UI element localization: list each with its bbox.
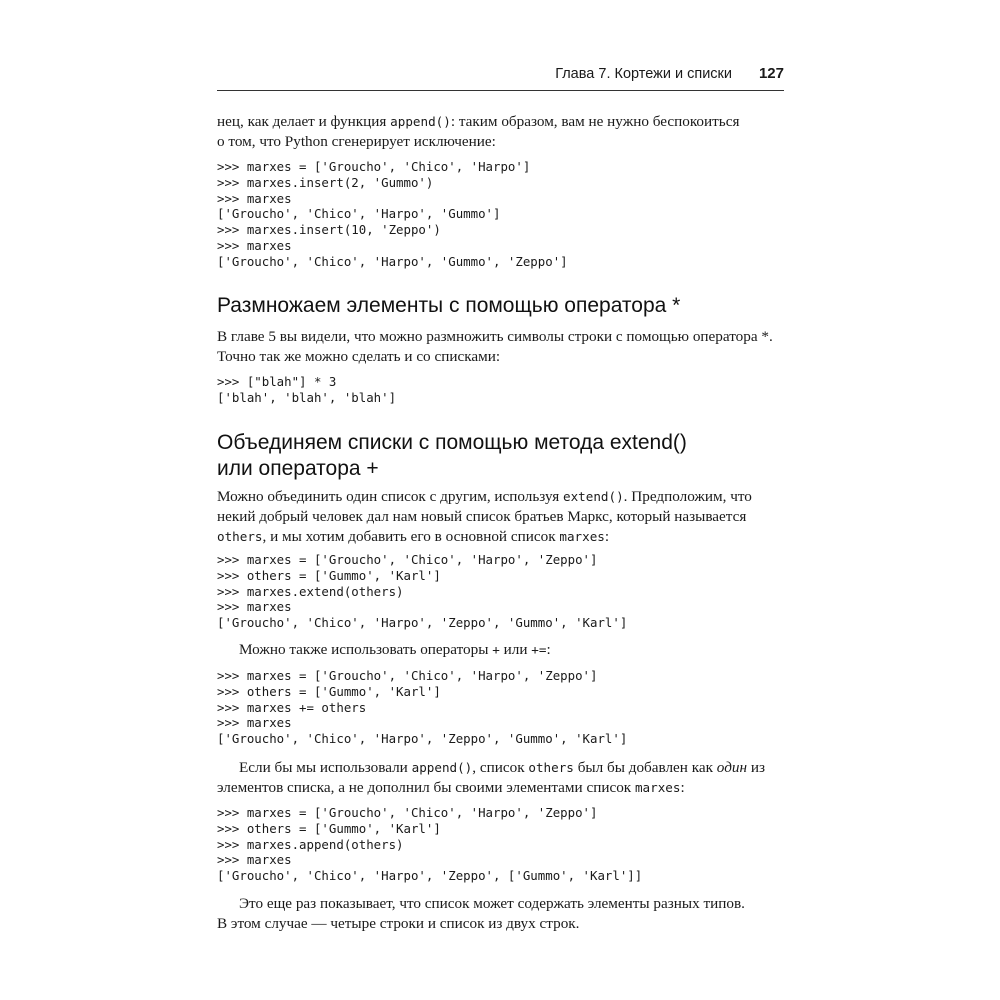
code-line: >>> marxes.extend(others) xyxy=(217,583,404,599)
paragraph-conclusion: Это еще раз показывает, что список может содержать элементы разных типов. В этом случае — четыре строки и список из двух строк. xyxy=(217,895,745,932)
page-number: 127 xyxy=(758,65,784,82)
code-block-append xyxy=(217,805,784,884)
code-line: ['Groucho', 'Chico', 'Harpo', 'Gummo', 'Zeppo'] xyxy=(217,253,568,269)
running-header xyxy=(217,64,784,88)
code-block-plus-equals xyxy=(217,668,784,747)
code-line: >>> marxes = ['Groucho', 'Chico', 'Harpo', 'Zeppo'] xyxy=(217,668,598,683)
paragraph-insert-continuation: нец, как делает и функция append(): таким образом, вам не нужно беспокоиться о том, что Python сгенерирует исключение: xyxy=(217,113,740,150)
code-line: >>> marxes.append(others) xyxy=(217,836,404,852)
code-line: ['Groucho', 'Chico', 'Harpo', 'Gummo'] xyxy=(217,206,501,222)
code-line: >>> marxes xyxy=(217,599,292,615)
code-line: >>> marxes xyxy=(217,715,292,731)
code-block-multiply xyxy=(217,374,784,406)
section-heading-multiply: Размножаем элементы с помощью оператора * xyxy=(217,294,681,317)
code-line: >>> marxes = ['Groucho', 'Chico', 'Harpo', 'Zeppo'] xyxy=(217,805,598,820)
code-line: ['Groucho', 'Chico', 'Harpo', 'Zeppo', ['Gummo', 'Karl']] xyxy=(217,868,643,884)
code-line: >>> ["blah"] * 3 xyxy=(217,374,337,389)
code-line: >>> marxes xyxy=(217,190,292,206)
section-heading-extend: Объединяем списки с помощью метода extend() или оператора + xyxy=(217,431,687,480)
code-block-insert xyxy=(217,159,784,270)
paragraph-extend: Можно объединить один список с другим, используя extend(). Предположим, что некий добрый человек дал нам новый список братьев Маркс, который называется others, и мы хотим добавить его в основной список marxes: xyxy=(217,488,752,545)
code-line: >>> marxes.insert(2, 'Gummo') xyxy=(217,174,434,190)
code-line: ['Groucho', 'Chico', 'Harpo', 'Zeppo', 'Gummo', 'Karl'] xyxy=(217,615,628,631)
paragraph-multiply: В главе 5 вы видели, что можно размножить символы строки с помощью оператора *. Точно так же можно сделать и со списками: xyxy=(217,328,773,365)
code-line: >>> others = ['Gummo', 'Karl'] xyxy=(217,820,441,836)
code-block-extend xyxy=(217,552,784,631)
code-line: >>> marxes = ['Groucho', 'Chico', 'Harpo'] xyxy=(217,159,531,174)
code-line: >>> marxes xyxy=(217,852,292,868)
code-line: >>> others = ['Gummo', 'Karl'] xyxy=(217,567,441,583)
paragraph-append-note: Если бы мы использовали append(), список others был бы добавлен как один из элементов списка, а не дополнил бы своими элементами список marxes: xyxy=(217,759,765,796)
code-line: ['Groucho', 'Chico', 'Harpo', 'Zeppo', 'Gummo', 'Karl'] xyxy=(217,731,628,747)
code-line: >>> marxes xyxy=(217,237,292,253)
code-line: >>> marxes.insert(10, 'Zeppo') xyxy=(217,222,441,238)
paragraph-operators: Можно также использовать операторы + или +=: xyxy=(239,641,551,658)
chapter-title: Глава 7. Кортежи и списки xyxy=(555,66,732,82)
code-line: ['blah', 'blah', 'blah'] xyxy=(217,389,397,405)
book-page xyxy=(217,0,784,1000)
header-rule xyxy=(217,90,784,91)
code-line: >>> others = ['Gummo', 'Karl'] xyxy=(217,683,441,699)
code-line: >>> marxes = ['Groucho', 'Chico', 'Harpo', 'Zeppo'] xyxy=(217,552,598,567)
code-line: >>> marxes += others xyxy=(217,699,367,715)
